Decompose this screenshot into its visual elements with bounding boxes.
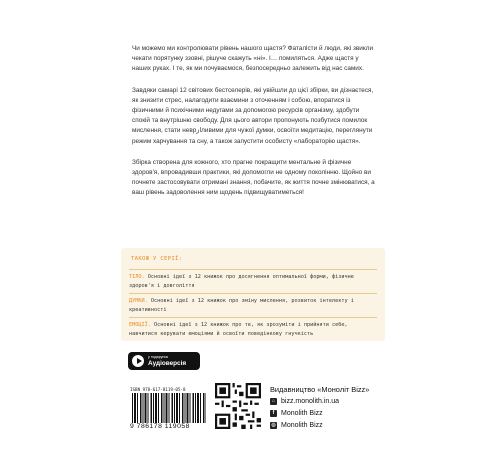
series-item-emotions	[129, 317, 377, 339]
audio-version-badge	[128, 352, 200, 370]
description-text	[132, 44, 378, 210]
paragraph-3: Збірка створена для кожного, хто прагне покращити ментальне й фізичне здоров'я, впровадивши практики, які допомогли не одному поколінню. Щойно ви почнете застосовувати отримані знання, побачите, як життя почне змінюватися, а ваш рівень задоволення ним щодень підвищуватиметься!	[132, 158, 375, 197]
instagram-icon: ◎	[271, 422, 276, 428]
play-icon	[132, 355, 144, 367]
also-in-series-panel	[121, 248, 385, 341]
publisher-instagram	[270, 422, 323, 429]
publisher-website	[270, 398, 339, 405]
website-text: bizz.monolith.in.ua	[281, 398, 339, 405]
isbn-text: ISBN 978-617-8119-05-8	[130, 387, 186, 392]
series-item-text: Основні ідеї з 12 книжок про досягнення оптимальної форми, фізичне здоров'я і довголіття	[129, 274, 354, 289]
barcode-number: 9 786178 119058	[130, 423, 190, 430]
publisher-name: Видавництво «Монoліт Bizz»	[270, 385, 370, 394]
paragraph-1: Чи можемо ми контролювати рівень нашого щастя? Фаталісти й люди, які звикли чекати порятунку ззовні, рішуче скажуть «ні». І… помиляться. Адже щастя у наших руках. І те, як ми почуваємося, безпосередньо залежить від нас самих.	[132, 45, 374, 73]
publisher-facebook	[270, 410, 323, 417]
facebook-text: Monolith Bizz	[281, 410, 323, 417]
series-item-body	[129, 269, 377, 291]
audio-badge-title: Аудіоверсія	[148, 360, 187, 367]
paragraph-2: Завдяки самарі 12 світових бестселерів, які увійшли до цієї збірки, ви дізнаєтеся, як знизити стрес, налагодити взаємини з оточенням і собою, впоратися із фізичними й психічними недугами за допомогою ресурсів організму, здобути спокій та внутрішню свободу. Для цього автори пропонують позбутися помилок мислення, стати неврازливими для чужої думки, освоїти медитацію, переглянути режим харчування та сну, а також запустити особисту «лабораторію щастя».	[132, 86, 374, 145]
series-item-name: ТІЛО.	[129, 274, 145, 280]
audio-badge-small: у подарунок	[148, 355, 169, 359]
series-item-text: Основні ідеї з 12 книжок про те, як зрозуміти і прийняти себе, навчитися керувати емоціями й освоїти поведінкову гнучкість	[129, 322, 348, 337]
barcode-image	[132, 393, 206, 423]
qr-code-image	[215, 383, 261, 429]
series-item-text: Основні ідеї з 12 книжок про зміну мислення, розвиток інтелекту і креативності	[129, 298, 354, 313]
facebook-icon: f	[270, 410, 277, 417]
instagram-text: Monolith Bizz	[281, 422, 323, 429]
link-icon: ⌂	[271, 398, 276, 404]
series-item-thoughts	[129, 293, 377, 315]
series-title: ТАКОЖ У СЕРІЇ:	[131, 256, 183, 262]
series-item-name: ЕМОЦІЇ.	[129, 322, 151, 328]
series-item-name: ДУМКИ.	[129, 298, 148, 304]
